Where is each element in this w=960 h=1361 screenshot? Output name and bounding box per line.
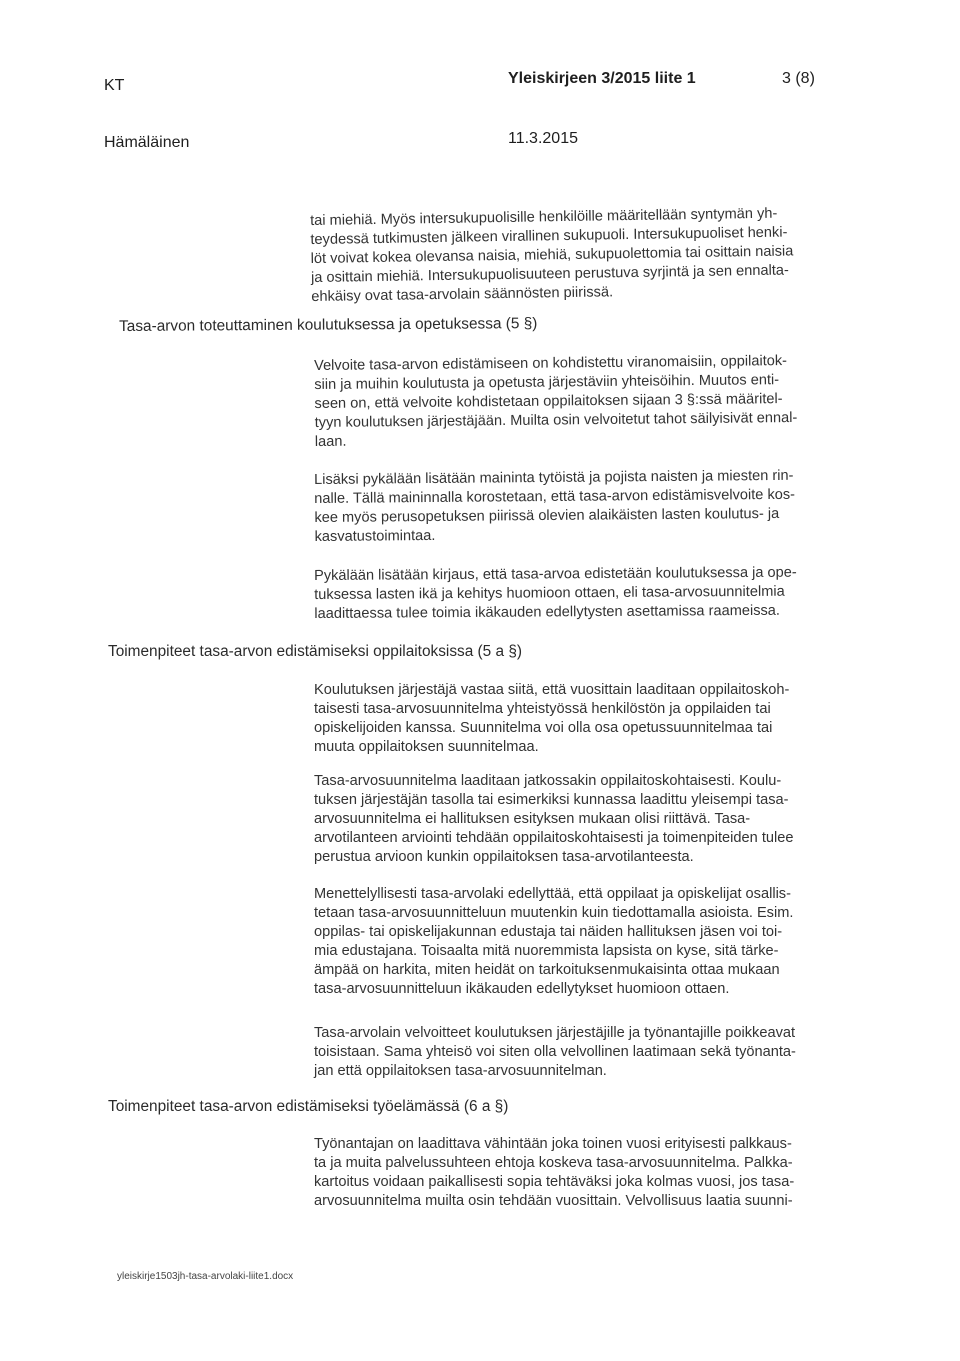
paragraph-girls-boys [314, 467, 795, 547]
author-name: Hämäläinen [104, 134, 190, 151]
text-line: siin ja muihin koulutusta ja opetusta järjestäviin yhteisöihin. Muutos enti- [314, 372, 780, 393]
text-line: jan että oppilaitoksen tasa-arvosuunnitelman. [314, 1063, 607, 1079]
paragraph-age-development [314, 564, 797, 624]
text-line: Menettelyllisesti tasa-arvolaki edellyttää, että oppilaat ja opiskelijat osallis- [314, 886, 791, 902]
text-line: nalle. Tällä maininnalla korostetaan, että tasa-arvon edistämisvelvoite kos- [314, 486, 796, 507]
paragraph-school-plan [314, 772, 793, 867]
text-line: kee myös perusopetuksen piirissä olevien alaikäisten lasten koulutus- ja [314, 505, 780, 526]
text-line: mia edustajana. Toisaalta mitä nuoremmista lapsista on kyse, sitä tärke- [314, 943, 779, 959]
text-line: opiskelijoiden kanssa. Suunnitelma voi olla osa opetussuunnitelmaa tai [314, 720, 773, 736]
header-org: KT [104, 77, 125, 94]
text-line: taisesti tasa-arvosuunnitelma yhteistyössä henkilöstön ja oppilaiden tai [314, 701, 771, 717]
text-line: Tasa-arvolain velvoitteet koulutuksen järjestäjille ja työnantajille poikkeavat [314, 1025, 796, 1041]
section-heading-schools: Toimenpiteet tasa-arvon edistämiseksi oppilaitoksissa (5 a §) [108, 643, 523, 660]
text-line: tasa-arvosuunnitteluun ikäkauden edellytykset huomioon ottaen. [314, 981, 730, 997]
text-line: tuksessa lasten ikä ja kehitys huomioon ottaen, eli tasa-arvosuunnitelmia [314, 583, 785, 603]
text-line: arvotilanteen arviointi tehdään oppilaitoskohtaisesti ja toimenpiteiden tulee [314, 830, 794, 846]
text-line: ehkäisy ovat tasa-arvolain säännösten piirissä. [311, 284, 614, 305]
footer-filename: yleiskirje1503jh-tasa-arvolaki-liite1.docx [117, 1271, 294, 1282]
text-line: arvosuunnitelma ei hallituksen esityksen mukaan olisi riittävä. Tasa- [314, 811, 751, 827]
text-line: tyyn koulutuksen järjestäjään. Muilta osin velvoitetut tahot säilyisivät ennal- [314, 409, 798, 431]
text-line: kartoitus voidaan paikallisesti sopia tehtäväksi joka kolmas vuosi, jos tasa- [314, 1174, 795, 1190]
text-line: arvosuunnitelma muilta osin tehdään vuosittain. Velvollisuus laatia suunni- [314, 1193, 793, 1209]
text-line: ämpää on harkita, miten heidät on tarkoituksenmukaisinta ottaa mukaan [314, 962, 780, 978]
paragraph-obligation [314, 352, 798, 452]
paragraph-employer [314, 1135, 794, 1211]
text-line: Koulutuksen järjestäjä vastaa siitä, että vuosittain laaditaan oppilaitoskoh- [314, 682, 790, 698]
text-line: tuksen järjestäjän tasolla tai esimerkiksi kunnassa laadittu yleisempi tasa- [314, 792, 789, 808]
document-date: 11.3.2015 [508, 130, 578, 147]
text-line: ta ja muita palvelussuhteen ehtoja koskeva tasa-arvosuunnitelma. Palkka- [314, 1155, 793, 1171]
paragraph-provider [314, 681, 789, 757]
text-line: laadittaessa tulee toimia ikäkauden edellytysten asettamissa raameissa. [314, 602, 780, 622]
text-line: muuta oppilaitoksen suunnitelmaa. [314, 739, 539, 755]
text-line: toisistaan. Sama yhteisö voi siten olla velvollinen laatimaan sekä työnanta- [314, 1044, 796, 1060]
text-line: kasvatustoimintaa. [314, 527, 436, 545]
text-line: laan. [314, 433, 347, 450]
text-line: Työnantajan on laadittava vähintään joka toinen vuosi erityisesti palkkaus- [314, 1136, 792, 1152]
page-number: 3 (8) [782, 70, 815, 87]
text-line: tetaan tasa-arvosuunnitteluun muutenkin kuin tiedottamalla asioista. Esim. [314, 905, 794, 921]
text-line: Tasa-arvosuunnitelma laaditaan jatkossakin oppilaitoskohtaisesti. Koulu- [314, 773, 782, 789]
text-line: oppilas- tai opiskelijakunnan edustaja tai näiden hallituksen jäsen voi toi- [314, 924, 783, 940]
paragraph-obligations-differ [314, 1024, 796, 1081]
text-line: teydessä tutkimusten jälkeen virallinen sukupuoli. Intersukupuoliset henki- [310, 224, 788, 248]
section-heading-workplace: Toimenpiteet tasa-arvon edistämiseksi työelämässä (6 a §) [108, 1098, 509, 1115]
text-line: perustua arvioon kunkin oppilaitoksen tasa-arvotilanteesta. [314, 849, 694, 865]
text-line: Lisäksi pykälään lisätään maininta tytöistä ja pojista naisten ja miesten rin- [314, 467, 794, 488]
text-line: löt voivat kokea olevansa naisia, miehiä, sukupuolettomia tai osittain naisia [310, 243, 794, 267]
text-line: seen on, että velvoite kohdistetaan oppilaitoksen sijaan 3 §:ssä määritel- [314, 391, 783, 412]
text-line: ja osittain miehiä. Intersukupuolisuuteen perustuva syrjintä ja sen ennalta- [310, 262, 789, 286]
text-line: Velvoite tasa-arvon edistämiseen on kohdistettu viranomaisiin, oppilaitok- [314, 353, 788, 374]
text-line: tai miehiä. Myös intersukupuolisille henkilöille määritellään syntymän yh- [310, 205, 778, 229]
document-title: Yleiskirjeen 3/2015 liite 1 [508, 70, 696, 87]
paragraph-procedure [314, 885, 793, 999]
text-line: Pykälään lisätään kirjaus, että tasa-arvoa edistetään koulutuksessa ja ope- [314, 564, 797, 584]
paragraph-intersex [310, 204, 794, 307]
section-heading-education: Tasa-arvon toteuttaminen koulutuksessa ja opetuksessa (5 §) [119, 315, 538, 335]
